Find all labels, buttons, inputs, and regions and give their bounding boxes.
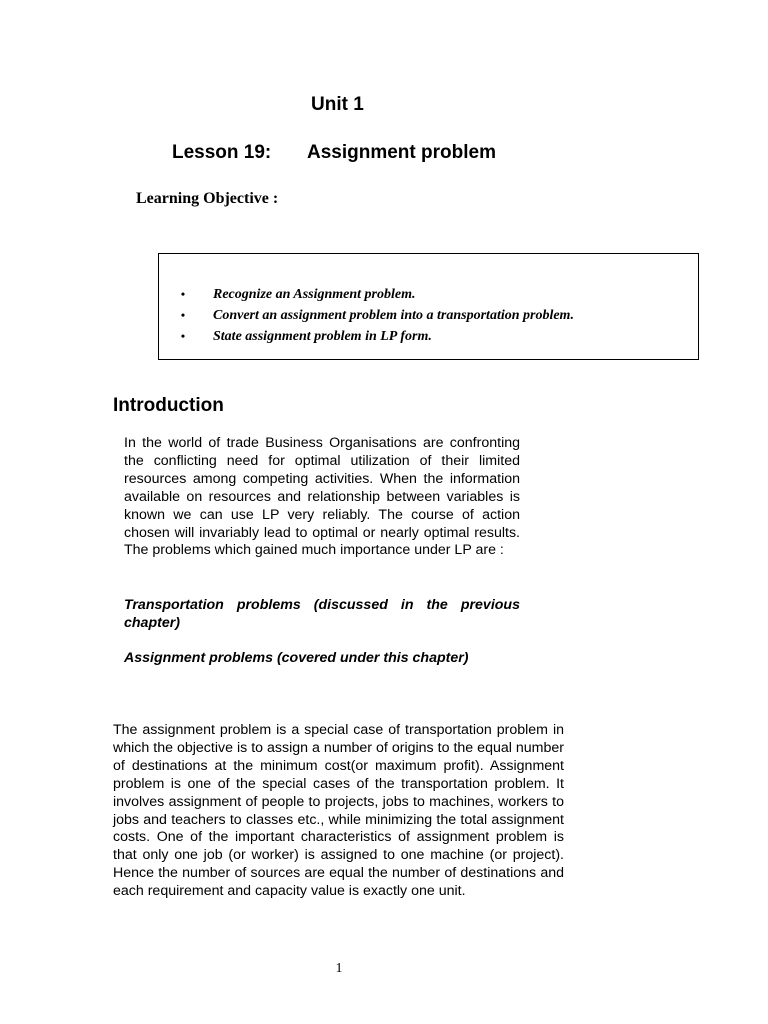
bullet-icon: • xyxy=(180,329,186,343)
bullet-icon: • xyxy=(180,308,186,322)
lesson-number: Lesson 19: xyxy=(172,142,272,163)
learning-objectives-box xyxy=(158,253,699,360)
bullet-icon: • xyxy=(180,287,186,301)
transportation-problems-item: Transportation problems (discussed in the previous chapter) xyxy=(124,597,520,631)
objective-text: Convert an assignment problem into a transportation problem. xyxy=(213,308,574,323)
page-number: 1 xyxy=(335,961,343,976)
assignment-problems-item: Assignment problems (covered under this chapter) xyxy=(124,650,469,666)
unit-title: Unit 1 xyxy=(311,94,364,115)
introduction-paragraph: In the world of trade Business Organisations are confronting the conflicting need for optimal utilization of their limited resources among competing activities. When the information available on resources and relationship between variables is known we can use LP very reliably. The course of action chosen will invariably lead to optimal or nearly optimal results. The problems which gained much importance under LP are : xyxy=(124,435,520,559)
objective-text: Recognize an Assignment problem. xyxy=(213,287,416,302)
learning-objective-heading: Learning Objective : xyxy=(136,190,279,207)
introduction-heading: Introduction xyxy=(113,395,224,416)
objective-text: State assignment problem in LP form. xyxy=(213,329,432,344)
assignment-problem-paragraph: The assignment problem is a special case of transportation problem in which the objective is to assign a number of origins to the equal number of destinations at the minimum cost(or maximum profit). Assignment problem is one of the special cases of the transportation problem. It involves assignment of people to projects, jobs to machines, workers to jobs and teachers to classes etc., while minimizing the total assignment costs. One of the important characteristics of assignment problem is that only one job (or worker) is assigned to one machine (or project). Hence the number of sources are equal the number of destinations and each requirement and capacity value is exactly one unit. xyxy=(113,722,564,900)
lesson-title: Assignment problem xyxy=(307,142,496,163)
